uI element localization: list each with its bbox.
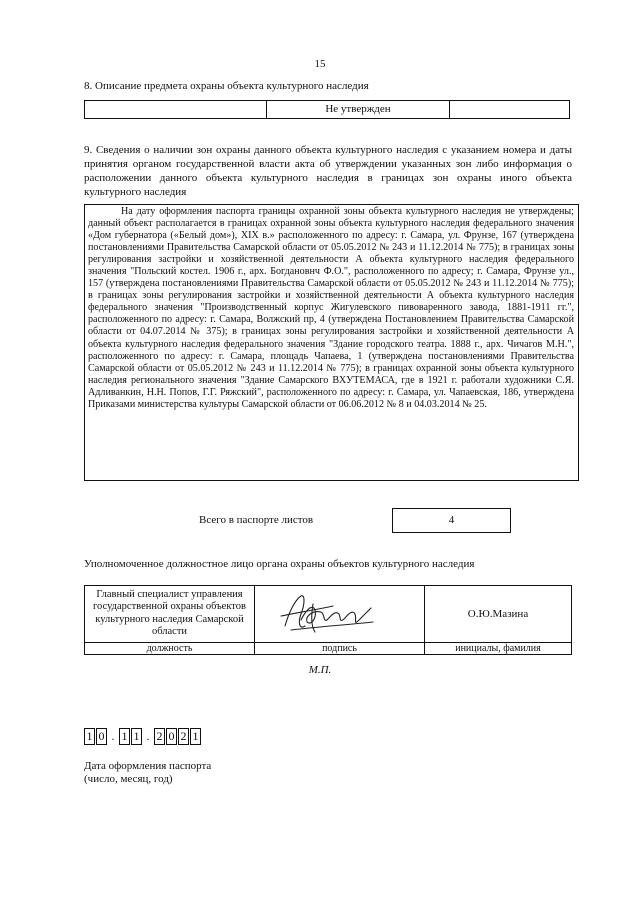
section-8-box: [84, 100, 570, 119]
date-caption: [84, 760, 211, 786]
date-caption-line-1: Дата оформления паспорта: [84, 760, 212, 772]
column-position-caption: должность: [85, 642, 255, 654]
section-8-value: Не утвержден: [266, 101, 450, 118]
date-separator: .: [111, 729, 115, 743]
date-year-digit-1: 2: [154, 728, 165, 745]
page-number: 15: [314, 58, 326, 70]
signature-cell: [255, 586, 425, 642]
section-8-heading: 8. Описание предмета охраны объекта культурного наследия: [84, 80, 369, 92]
section-9-box: [84, 204, 579, 481]
date-separator: .: [146, 729, 150, 743]
section-9-heading: 9. Сведения о наличии зон охраны данного объекта культурного наследия с указанием номера и даты принятия органом государственной власти акта об утверждении указанных зон либо информация о расположении данного объекта культурного наследия в границах зон охраны иного объекта культурного наследия: [84, 144, 572, 198]
signature-table: [84, 585, 572, 655]
date-month-digit-1: 1: [119, 728, 130, 745]
official-name: О.Ю.Мазина: [467, 608, 529, 620]
handwritten-signature-icon: [255, 586, 425, 642]
column-name-caption: инициалы, фамилия: [425, 642, 571, 654]
date-day-digit-2: 0: [96, 728, 107, 745]
date-year-digit-3: 2: [178, 728, 189, 745]
section-9-body: На дату оформления паспорта границы охранной зоны объекта культурного наследия не утверждены; данный объект располагается в границах охранной зоны объекта культурного наследия федерального значения «Дом губернатора («Белый дом»), XIX в.» расположенного по адресу: г. Самара, ул. Фрунзе, 167 (утверждена постановлениями Правительства Самарской области от 05.05.2012 № 243 и 11.12.2014 № 775); в границах зоны регулирования застройки и хозяйственной деятельности А объекта культурного наследия федерального значения "Польский костел. 1906 г., арх. Богдановнч Ф.О.", расположенного по адресу; г. Самара, Фрунзе ул., 157 (утверждена постановлениями Правительства Самарской области от 05.05.2012 № 243 и 11.12.2014 № 775); в границах зоны регулирования застройки и хозяйственной деятельности А объекта культурного наследия федерального значения "Производственный корпус Жигулевского пивоваренного завода, 1881-1911 гг.", расположенного по адресу: г. Самара, Волжский пр, 4 (утверждена Постановлением Правительства Самарской области от 04.07.2014 № 375); в границах зоны регулирования застройки и хозяйственной деятельности А объекта культурного наследия федерального значения "Здание городского театра. 1888 г., арх. Чичагов М.Н.", расположенного по адресу: г. Самара, площадь Чапаева, 1 (утверждена постановлениями Правительства Самарской области от 05.05.2012 № 243 и 11.12.2014 № 775); в границах охранной зоны объекта культурного наследия регионального значения "Здание Самарского ВХУТЕМАСА, где в 1921 г. работали художники С.Я. Адливанкин, Н.Н. Попов, Г.Г. Ряжский", расположенного по адресу: г. Самара, ул. Чапаевская, 186, утверждена Приказами министерства культуры Самарской области от 06.06.2012 № 8 и 04.03.2014 № 25.: [88, 206, 574, 410]
column-signature-caption: подпись: [255, 642, 425, 654]
date-caption-line-2: (число, месяц, год): [84, 773, 173, 785]
official-label: Уполномоченное должностное лицо органа охраны объектов культурного наследия: [84, 558, 475, 570]
date-day-digit-1: 1: [84, 728, 95, 745]
sheets-count-value: 4: [392, 508, 511, 533]
date-month-digit-2: 1: [131, 728, 142, 745]
sheets-count-label: Всего в паспорте листов: [199, 514, 314, 526]
stamp-mark: М.П.: [308, 664, 332, 676]
date-year-digit-2: 0: [166, 728, 177, 745]
date-year-digit-4: 1: [190, 728, 201, 745]
official-position: Главный специалист управления государственной охраны объектов культурного наследия Самарской области: [85, 586, 255, 642]
